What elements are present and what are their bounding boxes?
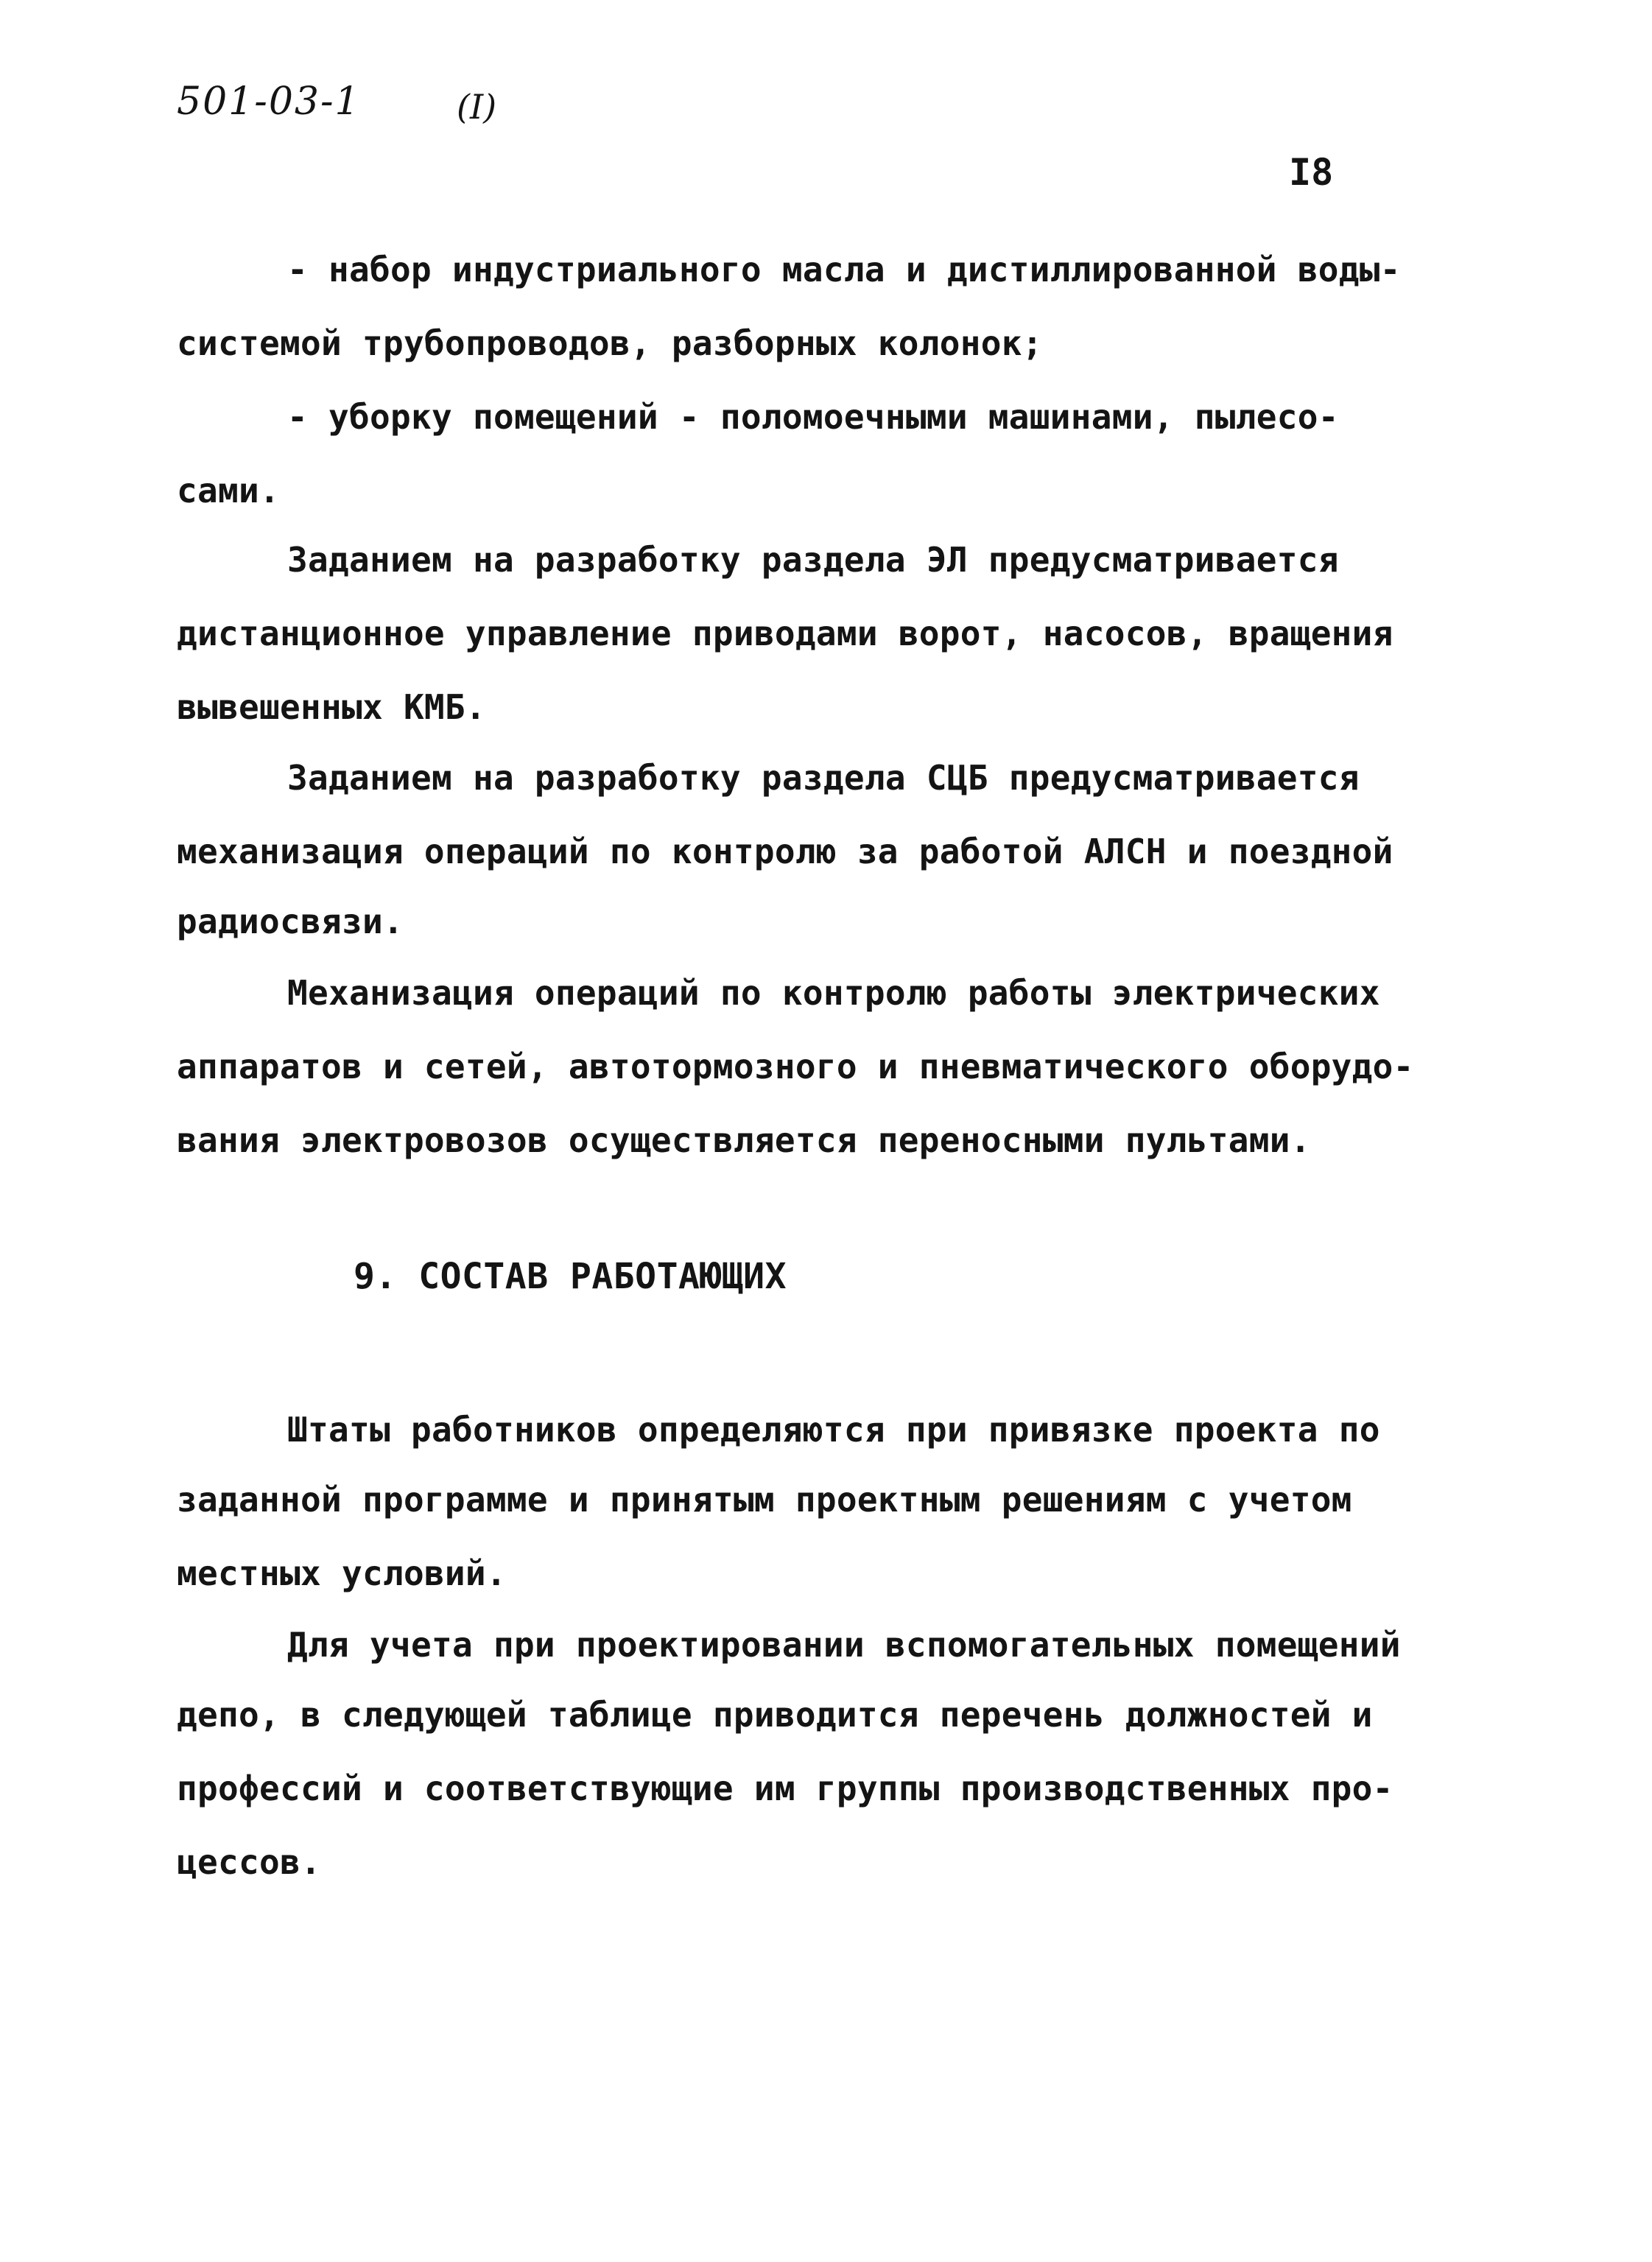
body-line: механизация операций по контролю за работой АЛСН и поездной xyxy=(177,832,1393,871)
body-line: Заданием на разработку раздела ЭЛ предусматривается xyxy=(287,540,1339,580)
body-line: - уборку помещений - поломоечными машинами, пылесо- xyxy=(287,397,1339,437)
body-line: аппаратов и сетей, автотормозного и пневматического оборудо- xyxy=(177,1047,1414,1086)
section-heading: 9. СОСТАВ РАБОТАЮЩИХ xyxy=(354,1256,787,1297)
section-line: Штаты работников определяются при привязке проекта по xyxy=(287,1410,1380,1450)
body-line: вывешенных КМБ. xyxy=(177,687,486,727)
section-line: депо, в следующей таблице приводится перечень должностей и xyxy=(177,1695,1373,1735)
body-line: Заданием на разработку раздела СЦБ предусматривается xyxy=(287,758,1360,798)
section-line: местных условий. xyxy=(177,1553,507,1593)
body-line: Механизация операций по контролю работы электрических xyxy=(287,973,1380,1013)
section-line: заданной программе и принятым проектным решениям с учетом xyxy=(177,1480,1352,1520)
body-line: радиосвязи. xyxy=(177,902,404,941)
document-part-number: (I) xyxy=(457,87,497,127)
document-code: 501-03-1 xyxy=(177,80,361,124)
body-line: сами. xyxy=(177,471,280,510)
body-line: - набор индустриального масла и дистиллированной воды- xyxy=(287,250,1401,289)
section-line: профессий и соответствующие им группы производственных про- xyxy=(177,1768,1393,1808)
section-line: цессов. xyxy=(177,1842,321,1882)
body-line: дистанционное управление приводами ворот, насосов, вращения xyxy=(177,614,1393,653)
body-line: системой трубопроводов, разборных колонок; xyxy=(177,323,1043,363)
section-line: Для учета при проектировании вспомогательных помещений xyxy=(287,1625,1401,1665)
body-line: вания электровозов осуществляется переносными пультами. xyxy=(177,1120,1311,1160)
page-number: I8 xyxy=(1289,151,1334,194)
